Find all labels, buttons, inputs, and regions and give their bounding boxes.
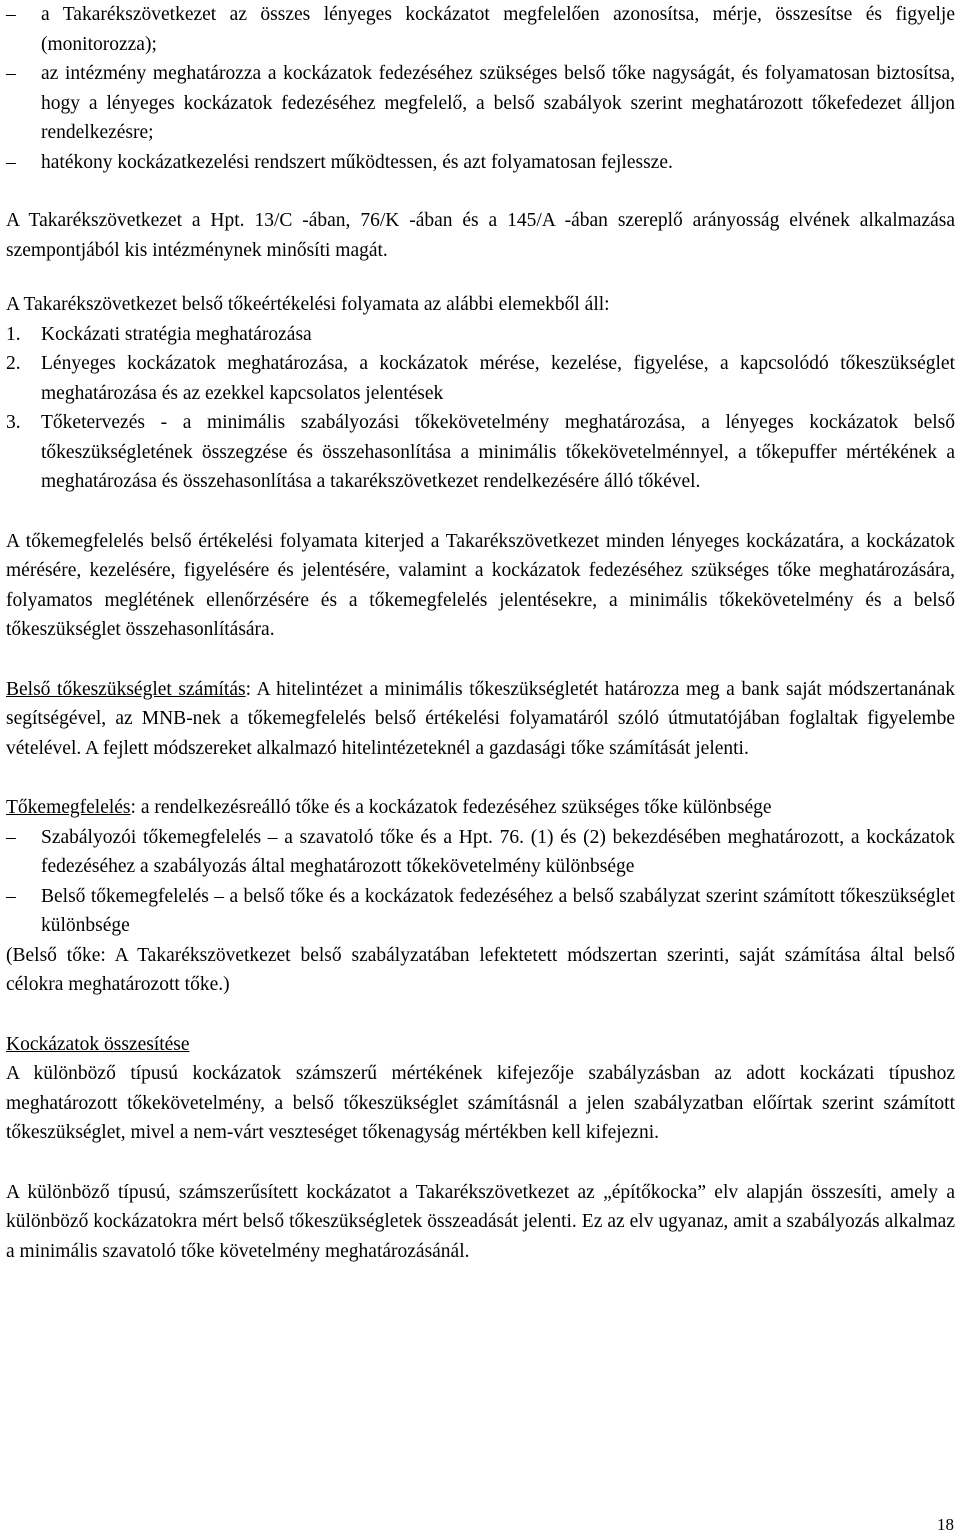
list-item xyxy=(6,320,955,350)
paragraph-kockazatok-osszesitese: A különböző típusú kockázatok számszerű mértékének kifejezője szabályzásban az adott kockázati típushoz meghatározott tőkekövetelmény, a belső tőkeszükséglet számításnál a jelen szabályzatban előírtak szerint számított tőkeszükséglet, mivel a nem-várt veszteséget tőkenagyság mértékben kell kifejezni. xyxy=(6,1063,955,1143)
list-item xyxy=(6,823,955,882)
bullet-list-tokemegfeleles xyxy=(6,823,955,941)
bullet-list-top xyxy=(6,0,955,177)
list-number: 2. xyxy=(6,353,21,374)
dash-bullet: – xyxy=(6,63,16,84)
term-belso-tokeszukseglet: Belső tőkeszükséglet számítás xyxy=(6,678,246,700)
paragraph-tokemegfeleles xyxy=(6,793,955,823)
list-number: 3. xyxy=(6,412,21,433)
paragraph-aranyossag: A Takarékszövetkezet a Hpt. 13/C -ában, 76/K -ában és a 145/A -ában szereplő arányosság elvének alkalmazása szempontjából kis intézménynek minősíti magát. xyxy=(6,210,955,261)
paragraph-belso-tokeszukseglet xyxy=(6,675,955,764)
dash-bullet: – xyxy=(6,885,16,907)
list-number: 1. xyxy=(6,323,21,345)
dash-bullet: – xyxy=(6,826,16,848)
heading-kockazatok-osszesitese: Kockázatok összesítése xyxy=(6,1033,190,1055)
list-item xyxy=(6,148,955,178)
list-item-text: Szabályozói tőkemegfelelés – a szavatoló tőke és a Hpt. 76. (1) és (2) bekezdésében meghatározott, a kockázatok fedezéséhez a szabályozás által meghatározott tőkekövetelmény különbsége xyxy=(41,826,955,877)
list-item-text: Tőketervezés - a minimális szabályozási tőkekövetelmény meghatározása, a lényeges kockázatok belső tőkeszükségletének összegzése és összehasonlítása a minimális tőkekövetelménnyel, a tőkepuffer mértékének a meghatározása és összehasonlítása a takarékszövetkezet rendelkezésére álló tőkével. xyxy=(41,412,955,492)
term-separator: : xyxy=(245,678,251,700)
term-tokemegfeleles: Tőkemegfelelés xyxy=(6,797,131,818)
list-item-text: Kockázati stratégia meghatározása xyxy=(41,323,312,345)
process-list xyxy=(6,320,955,497)
list-item-text: Belső tőkemegfelelés – a belső tőke és a kockázatok fedezéséhez a belső szabályzat szerint számított tőkeszükséglet különbsége xyxy=(41,885,955,936)
paragraph-tokemegfeleles-ertekeles: A tőkemegfelelés belső értékelési folyamata kiterjed a Takarékszövetkezet minden lényeges kockázatára, a kockázatok mérésére, kezelésére, figyelésére és jelentésére, valamint a kockázatok fedezéséhez szükséges tőke meghatározására, folyamatos meglétének ellenőrzésére és a tőkemegfelelés jelentésekre, a minimális tőkekövetelmény és a belső tőkeszükséglet összehasonlítására. xyxy=(6,530,955,640)
paragraph-process-intro: A Takarékszövetkezet belső tőkeértékelési folyamata az alábbi elemekből áll: xyxy=(6,294,610,315)
list-item xyxy=(6,349,955,408)
page-number: 18 xyxy=(937,1515,954,1534)
list-item xyxy=(6,408,955,497)
list-item xyxy=(6,882,955,941)
list-item-text: hatékony kockázatkezelési rendszert működtessen, és azt folyamatosan fejlessze. xyxy=(41,151,673,173)
list-item xyxy=(6,59,955,148)
list-item-text: a Takarékszövetkezet az összes lényeges kockázatot megfelelően azonosítsa, mérje, összesítse és figyelje (monitorozza); xyxy=(41,4,955,55)
list-item xyxy=(6,0,955,59)
list-item-text: Lényeges kockázatok meghatározása, a kockázatok mérése, kezelése, figyelése, a kapcsolódó tőkeszükséglet meghatározása és az ezekkel kapcsolatos jelentések xyxy=(41,353,955,404)
dash-bullet: – xyxy=(6,4,16,25)
definition-text: a rendelkezésreálló tőke és a kockázatok fedezéséhez szükséges tőke különbsége xyxy=(135,797,772,818)
document-page xyxy=(6,0,955,1266)
dash-bullet: – xyxy=(6,151,16,173)
paragraph-epitokocka: A különböző típusú, számszerűsített kockázatot a Takarékszövetkezet az „építőkocka” elv alapján összesíti, amely a különböző kockázatokra mért belső tőkeszükségletek összeadását jelenti. Ez az elv ugyanaz, amit a szabályozás alkalmaz a minimális szavatoló tőke követelmény meghatározásánál. xyxy=(6,1181,955,1262)
term-separator: : xyxy=(130,797,136,818)
definition-text: A hitelintézet a minimális tőkeszükségletét határozza meg a bank saját módszertanának segítségével, az MNB-nek a tőkemegfelelés belső értékelési folyamatáról szóló útmutatójában foglaltak figyelembe vételével. A fejlett módszereket alkalmazó hitelintézeteknél a gazdasági tőke számítását jelenti. xyxy=(6,678,955,759)
list-item-text: az intézmény meghatározza a kockázatok fedezéséhez szükséges belső tőke nagyságát, és folyamatosan biztosítsa, hogy a lényeges kockázatok fedezéséhez megfelelő, a belső szabályok szerint meghatározott tőkefedezet álljon rendelkezésre; xyxy=(41,63,955,143)
paragraph-belso-toke-note: (Belső tőke: A Takarékszövetkezet belső szabályzatában lefektetett módszertan szerinti, saját számítása által belső célokra meghatározott tőke.) xyxy=(6,944,955,995)
